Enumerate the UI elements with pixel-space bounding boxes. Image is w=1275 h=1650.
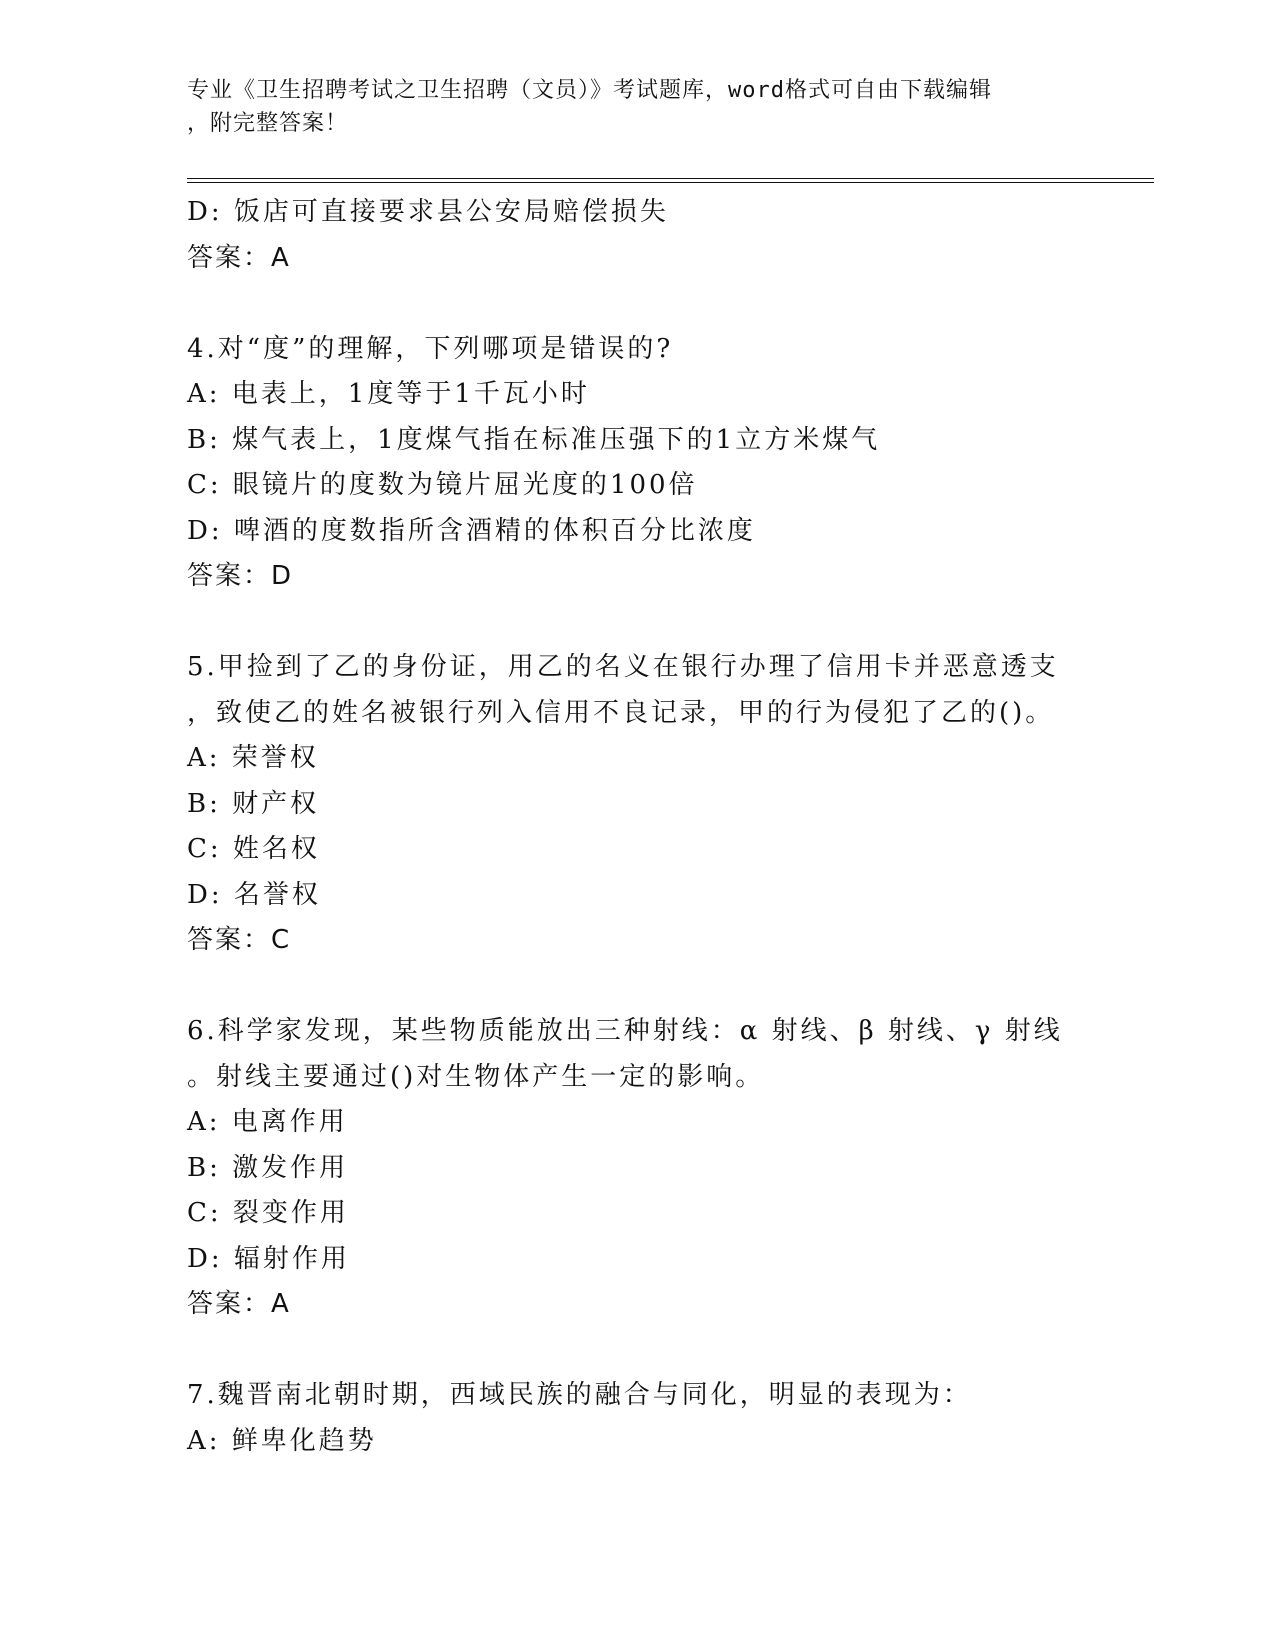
option-a: A: 电离作用: [187, 1107, 348, 1137]
option-c: C: 眼镜片的度数为镜片屈光度的100倍: [187, 470, 698, 500]
question-list: [187, 190, 1087, 1464]
option-a: A: 鲜卑化趋势: [187, 1425, 377, 1456]
option-d: D: 辐射作用: [187, 1243, 350, 1274]
question-text: 4.对“度”的理解，下列哪项是错误的?: [187, 333, 674, 364]
header-rule-top: [187, 178, 1154, 179]
question-text: 5.甲捡到了乙的身份证，用乙的名义在银行办理了信用卡并恶意透支: [187, 652, 1059, 682]
question-4: [187, 327, 1087, 600]
question-text: 7.魏晋南北朝时期，西域民族的融合与同化，明显的表现为：: [187, 1380, 972, 1410]
answer-label: 答案：C: [187, 925, 292, 955]
spacer: [187, 600, 1087, 646]
answer-label: 答案：A: [187, 1289, 291, 1319]
option-a: A: 荣誉权: [187, 743, 319, 773]
header-rule-bottom: [187, 182, 1154, 183]
question-text: 6.科学家发现，某些物质能放出三种射线：α 射线、β 射线、γ 射线: [187, 1016, 1063, 1046]
option-d: D: 啤酒的度数指所含酒精的体积百分比浓度: [187, 515, 756, 546]
option-b: B: 财产权: [187, 788, 320, 819]
spacer: [187, 964, 1087, 1010]
option-b: B: 激发作用: [187, 1152, 349, 1183]
question-3-tail: [187, 190, 1087, 281]
question-text-cont: ，致使乙的姓名被银行列入信用不良记录，甲的行为侵犯了乙的()。: [187, 697, 1055, 728]
spacer: [187, 281, 1087, 327]
question-text-cont: 。射线主要通过()对生物体产生一定的影响。: [187, 1061, 765, 1092]
option-c: C: 姓名权: [187, 834, 320, 864]
question-5: [187, 645, 1087, 964]
question-6: [187, 1009, 1087, 1328]
option-a: A: 电表上，1度等于1千瓦小时: [187, 379, 590, 409]
header-line-2: ，附完整答案！: [187, 111, 349, 136]
answer-label: 答案：A: [187, 242, 291, 273]
option-d: D: 名誉权: [187, 879, 321, 910]
header-line-1: 专业《卫生招聘考试之卫生招聘（文员）》考试题库，word格式可自由下载编辑: [187, 78, 992, 103]
option-b: B: 煤气表上，1度煤气指在标准压强下的1立方米煤气: [187, 424, 881, 455]
option-c: C: 裂变作用: [187, 1198, 349, 1228]
question-7: [187, 1373, 1087, 1464]
option-d: D: 饭店可直接要求县公安局赔偿损失: [187, 197, 669, 227]
document-header: [187, 74, 1087, 140]
answer-label: 答案：D: [187, 561, 294, 591]
spacer: [187, 1328, 1087, 1374]
